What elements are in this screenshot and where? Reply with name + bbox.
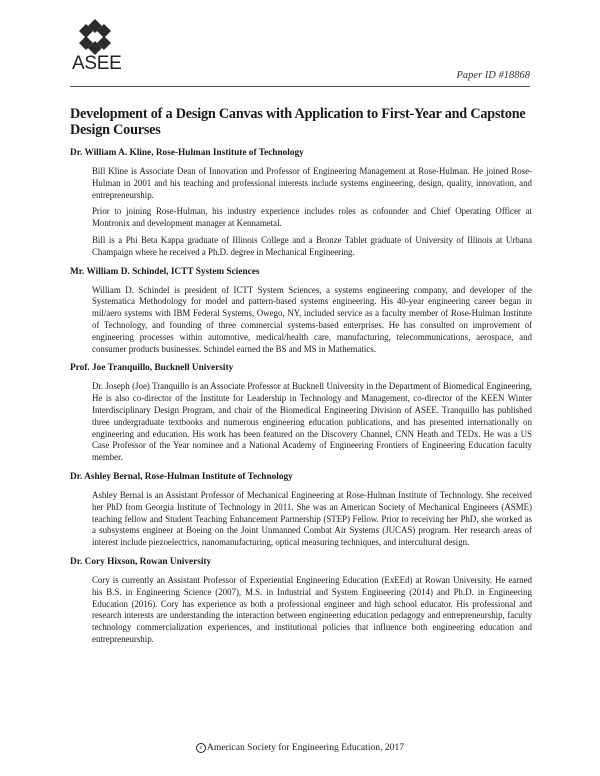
author-name: Dr. Ashley Bernal, Rose-Hulman Institute of Technology [70,471,293,482]
author-bio [70,471,532,549]
copyright-text: American Society for Engineering Education, 2017 [206,742,405,753]
bio-paragraph: Cory is currently an Assistant Professor of Experiential Engineering Education (ExEEd) at Rowan University. He earned his B.S. in Engineering Science (2007), M.S. in Industrial and System Engineering (2014) and Ph.D. in Engineering Education (2016). Cory has experience as both a professional engineer and high school educator. His professional and research interests are understanding the interaction between engineering education pedagogy and entrepreneurship, faculty technology commercialization experiences, and institutional policies that influence both engineering education and entrepreneurship. [92,574,532,644]
author-name: Dr. Cory Hixson, Rowan University [70,556,212,567]
author-bios [70,147,532,653]
paper-title: Development of a Design Canvas with Application to First-Year and Capstone Design Courses [70,106,526,138]
copyright-footer [0,742,600,753]
bio-paragraph: William D. Schindel is president of ICTT System Sciences, a systems engineering company, and developer of the Systematica Methodology for model and pattern-based systems engineering. His 40-year engineering career began in mil/aero systems with IBM Federal Systems, Owego, NY, included service as a faculty member of Rose-Hulman Institute of Technology, and founding of three commercial systems-based enterprises. He has consulted on improvement of engineering processes within automotive, medical/health care, manufacturing, telecommunications, aerospace, and consumer products businesses. Schindel earned the BS and MS in Mathematics. [92,284,532,354]
author-bio [70,362,532,464]
copyright-icon: c [196,743,206,753]
asee-logo [70,18,120,75]
logo-text: ASEE [72,53,122,74]
author-name: Mr. William D. Schindel, ICTT System Sciences [70,266,260,277]
author-name: Prof. Joe Tranquillo, Bucknell University [70,363,234,374]
author-bio [70,266,532,356]
bio-paragraph: Dr. Joseph (Joe) Tranquillo is an Associate Professor at Bucknell University in the Department of Biomedical Engineering, He is also co-director of the Institute for Leadership in Technology and Management, co-director of the KEEN Winter Interdisciplinary Design Program, and chair of the Biomedical Engineering Division of ASEE. Tranquillo has published three undergraduate textbooks and numerous engineering education publications, and has presented internationally on engineering and education. His work has been featured on the Discovery Channel, CNN Heath and TEDx. He was a US Case Professor of the Year nominee and a National Academy of Engineering Frontiers of Engineering Education faculty member. [92,381,532,463]
asee-logo-icon [74,18,116,56]
bio-paragraph: Bill is a Phi Beta Kappa graduate of Illinois College and a Bronze Tablet graduate of University of Illinois at Urbana Champaign where he received a Ph.D. degree in Mechanical Engineering. [92,234,532,257]
author-bio [70,147,532,259]
header-divider [70,86,530,87]
bio-paragraph: Prior to joining Rose-Hulman, his industry experience includes roles as cofounder and Chief Operating Officer at Montronix and development manager at Kennametal. [92,206,532,229]
author-bio [70,556,532,646]
bio-paragraph: Ashley Bernal is an Assistant Professor of Mechanical Engineering at Rose-Hulman Institute of Technology. She received her PhD from Georgia Institute of Technology in 2011. She was an American Society of Mechanical Engineers (ASME) teaching fellow and Student Teaching Enhancement Partnership (STEP) Fellow. Prior to receiving her PhD, she worked as a subsystems engineer at Boeing on the Joint Unmanned Combat Air Systems (JUCAS) program. Her research areas of interest include piezoelectrics, nanomanufacturing, optical measuring techniques, and intercultural design. [92,489,532,548]
paper-id: Paper ID #18868 [456,70,530,81]
author-name: Dr. William A. Kline, Rose-Hulman Institute of Technology [70,148,304,158]
bio-paragraph: Bill Kline is Associate Dean of Innovation and Professor of Engineering Management at Rose-Hulman. He joined Rose-Hulman in 2001 and his teaching and professional interests include systems engineering, design, quality, innovation, and entrepreneurship. [92,166,532,200]
